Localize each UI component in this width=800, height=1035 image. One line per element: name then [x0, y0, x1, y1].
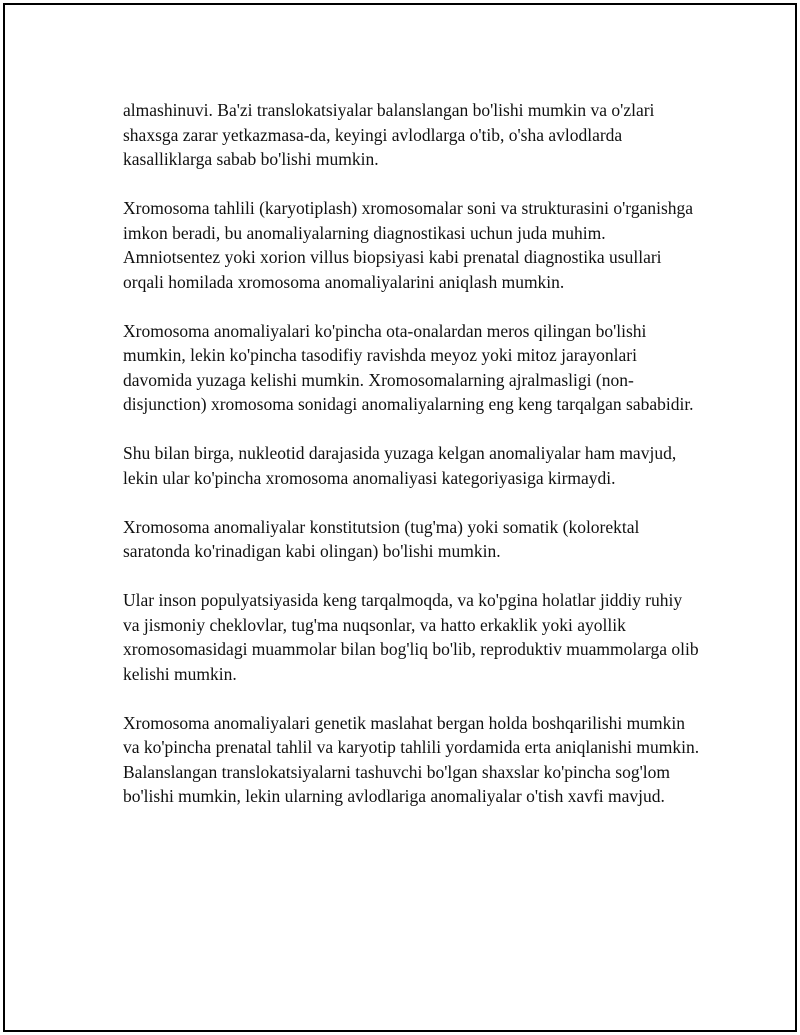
- paragraph-karyotyping: Xromosoma tahlili (karyotiplash) xromosomalar soni va strukturasini o'rganishga imkon beradi, bu anomaliyalarning diagnostikasi uchun juda muhim. Amniotsentez yoki xorion villus biopsiyasi kabi prenatal diagnostika usullari orqali homilada xromosoma anomaliyalarini aniqlash mumkin.: [123, 198, 694, 292]
- paragraph-prevalence: Ular inson populyatsiyasida keng tarqalmoqda, va ko'pgina holatlar jiddiy ruhiy va jismoniy cheklovlar, tug'ma nuqsonlar, va hatto erkaklik yoki ayollik xromosomasidagi muammolar bilan bog'liq bo'lib, reproduktiv muammolarga olib kelishi mumkin.: [123, 590, 699, 684]
- paragraph-inheritance: Xromosoma anomaliyalari ko'pincha ota-onalardan meros qilingan bo'lishi mumkin, lekin ko'pincha tasodifiy ravishda meyoz yoki mitoz jarayonlari davomida yuzaga kelishi mumkin. Xromosomalarning ajralmasligi (non-disjunction) xromosoma sonidagi anomaliyalarning eng keng tarqalgan sababidir.: [123, 320, 694, 414]
- paragraph-translocation: almashinuvi. Ba'zi translokatsiyalar balanslangan bo'lishi mumkin va o'zlari shaxsga zarar yetkazmasa-da, keyingi avlodlarga o'tib, o'sha avlodlarda kasalliklarga sabab bo'lishi mumkin.: [123, 100, 655, 169]
- paragraph-constitutional: Xromosoma anomaliyalar konstitutsion (tug'ma) yoki somatik (kolorektal saratonda ko'rinadigan kabi olingan) bo'lishi mumkin.: [123, 516, 640, 561]
- paragraph-nucleotide: Shu bilan birga, nukleotid darajasida yuzaga kelgan anomaliyalar ham mavjud, lekin ular ko'pincha xromosoma anomaliyasi kategoriyasiga kirmaydi.: [123, 443, 677, 488]
- page-frame: [3, 3, 797, 1032]
- paragraph-counseling: Xromosoma anomaliyalari genetik maslahat bergan holda boshqarilishi mumkin va ko'pincha prenatal tahlil va karyotip tahlili yordamida erta aniqlanishi mumkin. Balanslangan translokatsiyalarni tashuvchi bo'lgan shaxslar ko'pincha sog'lom bo'lishi mumkin, lekin ularning avlodlariga anomaliyalar o'tish xavfi mavjud.: [123, 712, 700, 806]
- document-body: [123, 98, 703, 833]
